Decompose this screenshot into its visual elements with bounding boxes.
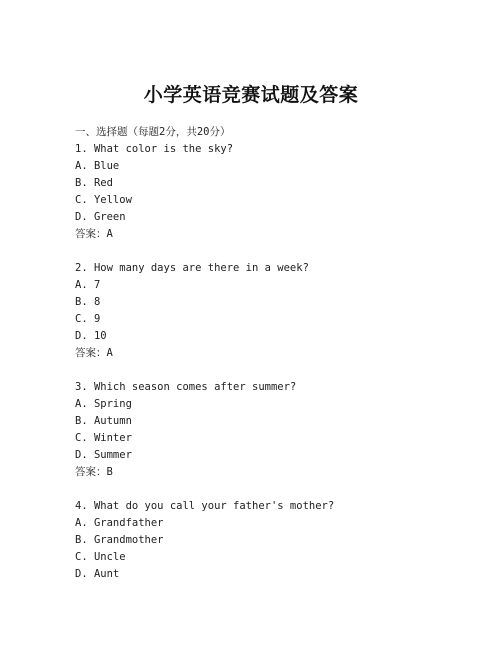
answer-text: 答案：A [75,228,113,240]
option-a: A. 7 [75,279,101,291]
spacer [75,243,475,260]
question-block-3 [75,379,475,481]
question-block-1 [75,141,475,243]
quiz-body [75,124,475,583]
question-text: 4. What do you call your father's mother? [75,500,335,512]
question-text: 1. What color is the sky? [75,143,234,155]
option-d: D. Green [75,211,126,223]
option-c: C. 9 [75,313,101,325]
page-title: 小学英语竞赛试题及答案 [143,84,359,106]
option-c: C. Yellow [75,194,132,206]
option-a: A. Blue [75,160,120,172]
option-c: C. Uncle [75,551,126,563]
spacer [75,362,475,379]
question-block-4 [75,498,475,583]
option-b: B. Red [75,177,113,189]
answer-text: 答案：A [75,347,113,359]
answer-text: 答案：B [75,466,113,478]
section-heading: 一、选择题（每题2分，共20分） [75,126,231,138]
option-a: A. Grandfather [75,517,164,529]
spacer [75,481,475,498]
question-text: 3. Which season comes after summer? [75,381,297,393]
option-d: D. Summer [75,449,132,461]
question-block-2 [75,260,475,362]
option-c: C. Winter [75,432,132,444]
option-d: D. 10 [75,330,107,342]
option-b: B. Grandmother [75,534,164,546]
option-a: A. Spring [75,398,132,410]
option-d: D. Aunt [75,568,120,580]
question-text: 2. How many days are there in a week? [75,262,309,274]
option-b: B. 8 [75,296,101,308]
option-b: B. Autumn [75,415,132,427]
